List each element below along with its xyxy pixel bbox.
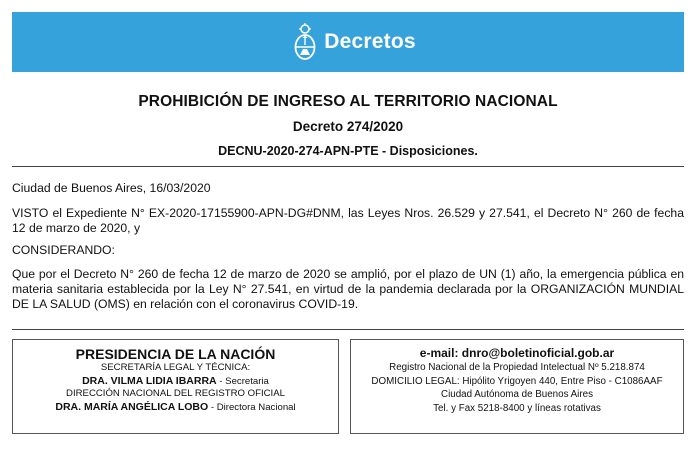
legal-address: DOMICILIO LEGAL: Hipólito Yrigoyen 440, Entre Piso - C1086AAF: [371, 375, 663, 387]
city: Ciudad Autónoma de Buenos Aires: [441, 389, 593, 400]
decree-code: DECNU-2020-274-APN-PTE - Disposiciones.: [218, 144, 478, 158]
visto-paragraph: VISTO el Expediente N° EX-2020-17155900-APN-DG#DNM, las Leyes Nros. 26.529 y 27.541, el Decreto N° 260 de fecha 12 de marzo de 2020, y: [12, 206, 684, 235]
divider-bottom: [12, 329, 684, 330]
place-date: Ciudad de Buenos Aires, 16/03/2020: [12, 181, 211, 195]
phone: Tel. y Fax 5218-8400 y líneas rotativas: [433, 402, 601, 414]
contact-email[interactable]: e-mail: dnro@boletinoficial.gob.ar: [419, 346, 615, 360]
director-line: [13, 401, 338, 415]
legal-secretariat-label: SECRETARÍA LEGAL Y TÉCNICA:: [100, 362, 251, 373]
presidency-heading: PRESIDENCIA DE LA NACIÓN: [75, 346, 276, 362]
considerando-heading: CONSIDERANDO:: [12, 243, 115, 257]
contact-box: [350, 339, 684, 434]
secretary-line: [13, 375, 338, 389]
header-banner: [12, 12, 684, 72]
registry-number: Registro Nacional de la Propiedad Intelectual Nº 5.218.874: [389, 362, 645, 373]
decree-number: Decreto 274/2020: [292, 119, 404, 134]
presidency-box: [12, 339, 339, 434]
brand-title: Decretos: [324, 30, 416, 53]
registry-direction-label: DIRECCIÓN NACIONAL DEL REGISTRO OFICIAL: [66, 388, 285, 399]
secretary-name: DRA. VILMA LIDIA IBARRA: [82, 374, 217, 387]
considerando-paragraph: Que por el Decreto N° 260 de fecha 12 de marzo de 2020 se amplió, por el plazo de UN (1) año, la emergencia pública en materia sanitaria establecida por la Ley N° 27.541, en virtud de la pandemia declarada por la ORGANIZACIÓN MUNDIAL DE LA SALUD (OMS) en relación con el coronavirus COVID-19.: [12, 267, 684, 311]
secretary-role: - Secretaria: [216, 375, 269, 387]
coat-of-arms-icon: [292, 23, 318, 61]
director-name: DRA. MARÍA ANGÉLICA LOBO: [55, 400, 209, 413]
brand-lockup: [292, 23, 415, 61]
page-title: PROHIBICIÓN DE INGRESO AL TERRITORIO NACIONAL: [138, 93, 558, 110]
divider-top: [12, 166, 684, 167]
director-role: - Directora Nacional: [208, 401, 296, 413]
